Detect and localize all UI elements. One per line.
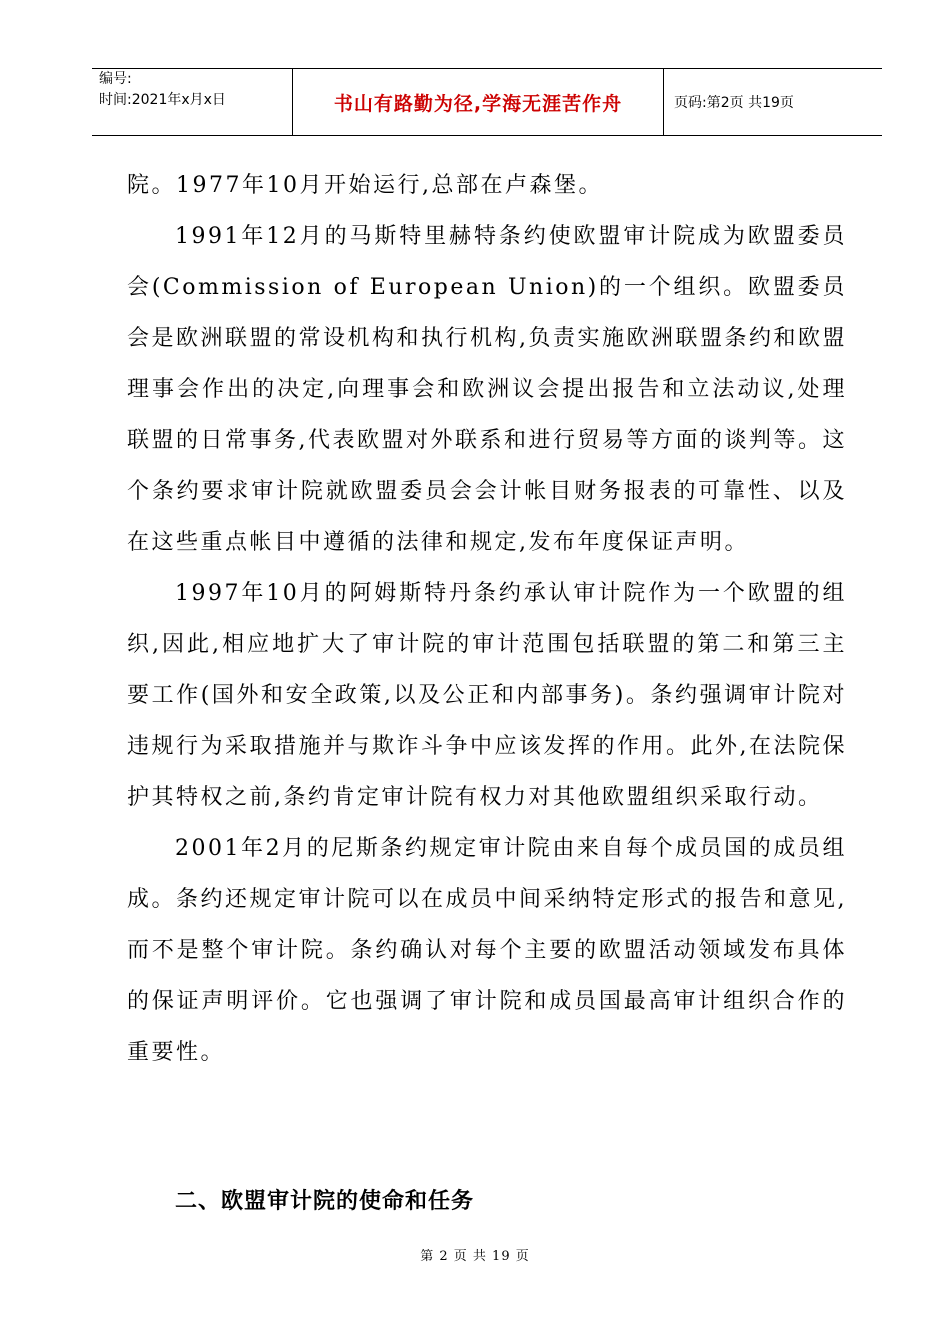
header-number-label: 编号:	[99, 71, 132, 87]
paragraph: 1991年12月的马斯特里赫特条约使欧盟审计院成为欧盟委员会(Commission of European Union)的一个组织。欧盟委员会是欧洲联盟的常设机构和执行机构,负责实施欧洲联盟条约和欧盟理事会作出的决定,向理事会和欧洲议会提出报告和立法动议,处理联盟的日常事务,代表欧盟对外联系和进行贸易等方面的谈判等。这个条约要求审计院就欧盟委员会会计帐目财务报表的可靠性、以及在这些重点帐目中遵循的法律和规定,发布年度保证声明。	[127, 224, 847, 555]
paragraph: 2001年2月的尼斯条约规定审计院由来自每个成员国的成员组成。条约还规定审计院可以在成员中间采纳特定形式的报告和意见,而不是整个审计院。条约确认对每个主要的欧盟活动领域发布具体的保证声明评价。它也强调了审计院和成员国最高审计组织合作的重要性。	[127, 836, 847, 1065]
paragraph: 1997年10月的阿姆斯特丹条约承认审计院作为一个欧盟的组织,因此,相应地扩大了审计院的审计范围包括联盟的第二和第三主要工作(国外和安全政策,以及公正和内部事务)。条约强调审计院对违规行为采取措施并与欺诈斗争中应该发挥的作用。此外,在法院保护其特权之前,条约肯定审计院有权力对其他欧盟组织采取行动。	[127, 581, 847, 810]
page-footer: 第 2 页 共 19 页	[420, 1249, 530, 1264]
document-body	[127, 160, 847, 1078]
header-time-label: 时间:2021年x月x日	[99, 92, 226, 108]
section-heading: 二、欧盟审计院的使命和任务	[175, 1189, 475, 1214]
paragraph-continuation: 院。1977年10月开始运行,总部在卢森堡。	[127, 173, 603, 198]
header-motto: 书山有路勤为径,学海无涯苦作舟	[333, 92, 623, 115]
page-header	[92, 68, 882, 136]
header-page-info: 页码:第2页 共19页	[674, 95, 794, 111]
header-meta	[92, 69, 292, 135]
